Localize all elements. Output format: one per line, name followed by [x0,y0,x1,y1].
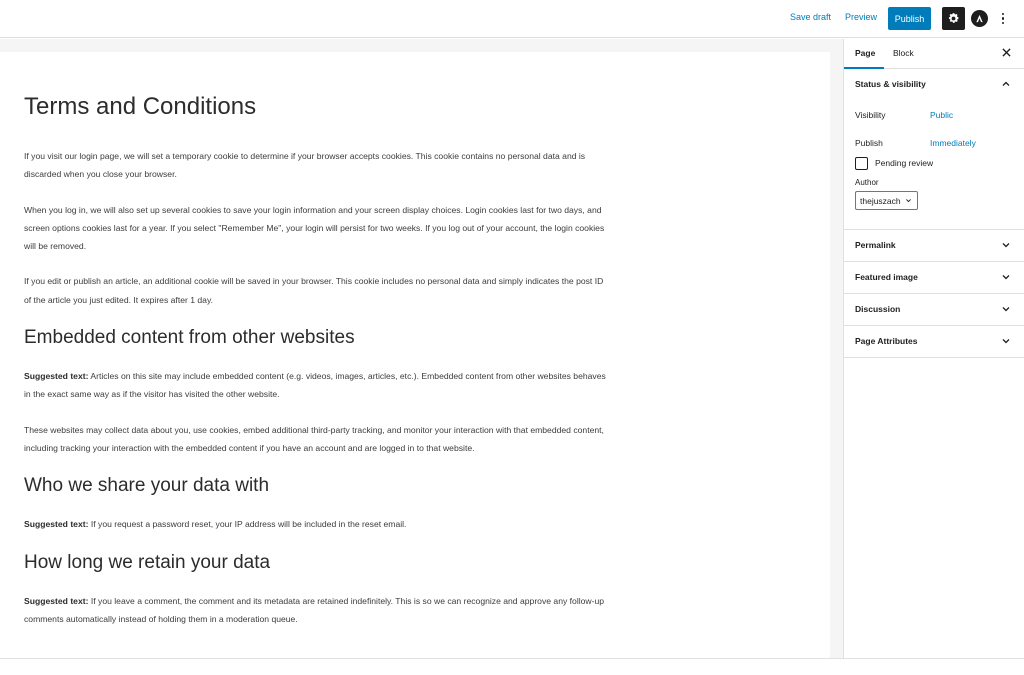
visibility-toggle[interactable]: Public [930,110,954,120]
panel-title: Page Attributes [855,336,918,346]
paragraph-block[interactable]: When you log in, we will also set up several cookies to save your login information and your screen display choices. Login cookies last for two days, and screen options cookies last for a year. If you select "Remember Me", your login will persist for two weeks. If you log out of your account, the login cookies will be removed. [24,204,605,252]
suggested-text-label: Suggested text: [24,371,89,382]
pending-review-checkbox[interactable] [855,157,868,170]
chevron-down-icon [1001,272,1011,282]
chevron-down-icon [1001,304,1011,314]
sidebar-tabs [844,39,1024,69]
permalink-toggle[interactable] [844,230,1024,261]
paragraph-block[interactable] [24,592,610,629]
paragraph-text: Articles on this site may include embedded content (e.g. videos, images, articles, etc.). Embedded content from other websites behaves in the exact same way as if the visitor has visited the other website. [24,371,606,400]
panel-title: Featured image [855,272,918,282]
tab-page[interactable]: Page [855,48,876,58]
tab-block[interactable]: Block [893,48,914,58]
editor-canvas[interactable] [0,52,830,658]
permalink-panel[interactable] [844,230,1024,262]
page-attributes-toggle[interactable] [844,326,1024,357]
publish-button[interactable]: Publish [888,7,931,30]
author-select[interactable] [855,191,918,210]
pending-review-label[interactable]: Pending review [875,158,934,168]
preview-button[interactable]: Preview [845,12,878,22]
astra-logo-icon [975,14,984,23]
paragraph-text: If you leave a comment, the comment and its metadata are retained indefinitely. This is so we can recognize and approve any follow-up comments automatically instead of holding them in a moderation queue. [24,595,605,624]
publish-date-toggle[interactable]: Immediately [930,138,976,148]
close-icon [1002,48,1011,57]
featured-image-toggle[interactable] [844,262,1024,293]
paragraph-block[interactable] [24,515,610,533]
astra-plugin-button[interactable] [971,10,988,27]
paragraph-block[interactable]: If you visit our login page, we will set a temporary cookie to determine if your browser accepts cookies. This cookie contains no personal data and is discarded when you close your browser. [24,151,586,180]
panel-title: Discussion [855,304,901,314]
suggested-text-label: Suggested text: [24,595,89,606]
page-title[interactable]: Terms and Conditions [24,93,257,120]
more-options-button[interactable] [996,10,1010,27]
chevron-up-icon [1001,79,1011,89]
panel-title: Permalink [855,240,896,250]
status-visibility-body [844,100,1024,229]
panel-title: Status & visibility [855,79,926,89]
paragraph-text: If you request a password reset, your IP address will be included in the reset email. [88,519,407,530]
heading-block[interactable]: Who we share your data with [24,475,270,497]
more-vertical-icon [1002,13,1005,16]
chevron-down-icon [905,197,912,204]
gear-icon [947,12,960,25]
paragraph-block[interactable]: If you edit or publish an article, an additional cookie will be saved in your browser. This cookie includes no personal data and simply indicates the post ID of the article you just edited. It expires after 1 day. [24,276,604,305]
editor-header [0,0,1024,38]
close-sidebar-button[interactable] [1002,45,1011,60]
save-draft-button[interactable]: Save draft [790,12,832,22]
editor-footer [0,658,1024,675]
status-visibility-panel [844,69,1024,230]
publish-label: Publish [855,138,883,148]
status-visibility-toggle[interactable] [844,69,1024,100]
heading-block[interactable]: Embedded content from other websites [24,327,355,349]
author-label: Author [855,178,879,187]
page-attributes-panel[interactable] [844,326,1024,358]
discussion-toggle[interactable] [844,294,1024,325]
author-value: thejuszach [860,196,901,206]
settings-button[interactable] [942,7,965,30]
document-content [24,92,610,645]
suggested-text-label: Suggested text: [24,519,89,530]
heading-block[interactable]: How long we retain your data [24,551,271,573]
paragraph-block[interactable]: These websites may collect data about you, use cookies, embed additional third-party tracking, and monitor your interaction with that embedded content, including tracking your interaction with the embedded content if you have an account and are logged in to that website. [24,424,604,453]
discussion-panel[interactable] [844,294,1024,326]
chevron-down-icon [1001,336,1011,346]
featured-image-panel[interactable] [844,262,1024,294]
chevron-down-icon [1001,240,1011,250]
visibility-label: Visibility [855,110,886,120]
paragraph-block[interactable] [24,367,610,404]
settings-sidebar [843,39,1024,658]
